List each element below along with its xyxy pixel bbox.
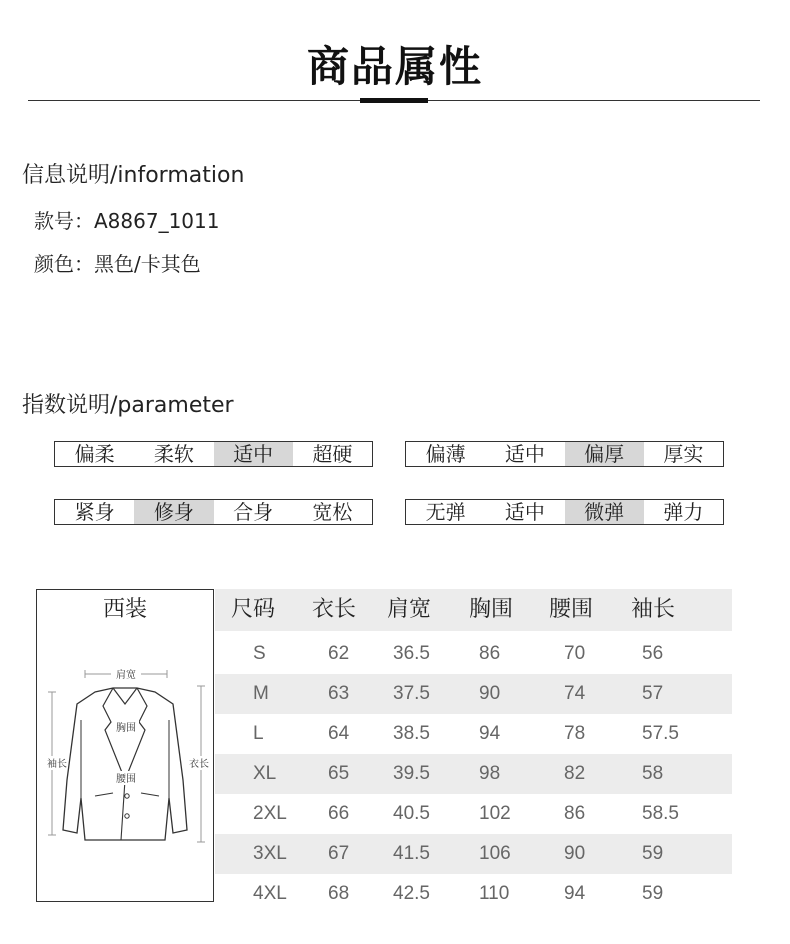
cell-size: XL [253,763,277,784]
scale-fit-option-selected: 修身 [134,500,213,524]
cell-waist: 82 [564,763,586,784]
title-accent-bar [360,98,428,103]
cell-length: 63 [328,683,350,704]
cell-size: 4XL [253,883,287,904]
scale-fit-option: 宽松 [312,500,353,524]
length-label: 衣长 [189,759,209,770]
table-row [215,674,732,714]
cell-waist: 70 [564,643,586,664]
cell-length: 67 [328,843,350,864]
scale-thickness [405,441,724,467]
table-row [215,634,732,674]
page-title: 商品属性 [306,42,483,91]
scale-stretch-option-selected: 微弹 [565,500,644,524]
scale-fit-option: 合身 [233,500,274,524]
header-chest: 胸围 [469,597,514,622]
cell-size: L [253,723,264,744]
header-sleeve: 袖长 [631,597,676,622]
scale-thickness-option: 偏薄 [425,442,466,466]
jacket-outline-icon [37,630,213,900]
cell-waist: 86 [564,803,586,824]
header-size: 尺码 [231,597,276,622]
chest-label: 胸围 [116,723,136,734]
table-row [215,754,732,794]
scale-fit [54,499,373,525]
color-info: 颜色：黑色/卡其色 [34,252,201,276]
cell-size: S [253,643,266,664]
cell-shoulder: 42.5 [393,883,430,904]
table-row [215,874,732,914]
cell-shoulder: 38.5 [393,723,430,744]
table-row [215,834,732,874]
scale-feel [54,441,373,467]
header-waist: 腰围 [549,597,594,622]
cell-size: 2XL [253,803,287,824]
cell-chest: 90 [479,683,501,704]
cell-chest: 106 [479,843,511,864]
cell-sleeve: 57 [642,683,664,704]
cell-waist: 94 [564,883,586,904]
scale-fit-option: 紧身 [74,500,115,524]
cell-chest: 102 [479,803,511,824]
cell-size: M [253,683,269,704]
scale-stretch-option: 弹力 [663,500,704,524]
shoulder-label: 肩宽 [116,670,136,681]
cell-chest: 94 [479,723,501,744]
scale-thickness-option: 适中 [504,442,545,466]
scale-stretch-option: 无弹 [425,500,466,524]
scale-feel-option: 超硬 [312,442,353,466]
cell-shoulder: 36.5 [393,643,430,664]
cell-length: 64 [328,723,350,744]
cell-length: 68 [328,883,350,904]
waist-label: 腰围 [116,774,136,785]
scale-feel-option-selected: 适中 [214,442,293,466]
cell-shoulder: 37.5 [393,683,430,704]
cell-chest: 86 [479,643,501,664]
cell-sleeve: 57.5 [642,723,679,744]
scale-stretch [405,499,724,525]
cell-waist: 90 [564,843,586,864]
table-row [215,714,732,754]
table-row [215,794,732,834]
sleeve-label: 袖长 [47,759,67,770]
cell-shoulder: 39.5 [393,763,430,784]
param-heading: 指数说明/parameter [22,393,234,418]
scale-thickness-option-selected: 偏厚 [565,442,644,466]
header-length: 衣长 [312,597,357,622]
cell-waist: 78 [564,723,586,744]
cell-sleeve: 56 [642,643,664,664]
garment-diagram [36,589,214,902]
cell-sleeve: 59 [642,843,664,864]
scale-thickness-option: 厚实 [663,442,704,466]
size-table-header [215,589,732,631]
cell-length: 62 [328,643,350,664]
cell-waist: 74 [564,683,586,704]
cell-shoulder: 40.5 [393,803,430,824]
cell-chest: 98 [479,763,501,784]
garment-title: 西装 [102,597,147,622]
cell-chest: 110 [479,883,510,904]
scale-feel-option: 偏柔 [74,442,115,466]
style-number: 款号：A8867_1011 [34,209,220,233]
cell-length: 66 [328,803,350,824]
cell-shoulder: 41.5 [393,843,430,864]
cell-size: 3XL [253,843,287,864]
info-heading: 信息说明/information [22,163,245,188]
header-shoulder: 肩宽 [387,597,432,622]
scale-feel-option: 柔软 [153,442,194,466]
cell-length: 65 [328,763,350,784]
scale-stretch-option: 适中 [504,500,545,524]
cell-sleeve: 58.5 [642,803,679,824]
cell-sleeve: 59 [642,883,664,904]
cell-sleeve: 58 [642,763,664,784]
